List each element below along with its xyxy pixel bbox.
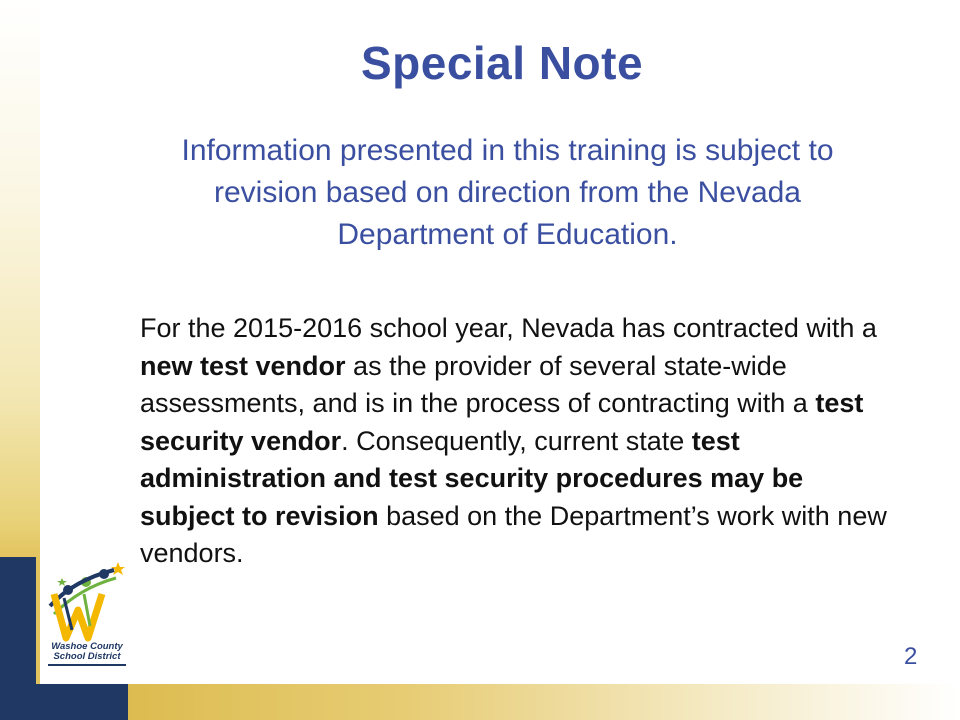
slide-number: 2 bbox=[904, 643, 918, 670]
logo-underline bbox=[48, 664, 126, 666]
bottom-gradient-band bbox=[36, 684, 960, 720]
bottom-navy-block bbox=[36, 684, 128, 720]
body-text-run: based on the Department’s work with new vendors. bbox=[140, 500, 887, 568]
logo-wordmark bbox=[44, 642, 130, 662]
logo-line-1: Washoe County bbox=[51, 641, 123, 652]
body-bold-run: new test vendor bbox=[140, 350, 346, 381]
washoe-county-logo bbox=[44, 560, 130, 672]
body-bold-run: test security vendor bbox=[140, 388, 864, 456]
left-navy-strip bbox=[0, 557, 36, 720]
body-text-run: For the 2015-2016 school year, Nevada has contracted with a bbox=[140, 313, 877, 343]
revision-notice: Information presented in this training is subject to revision based on direction from the Nevada Department of Education. bbox=[181, 134, 834, 251]
body-paragraph bbox=[140, 310, 900, 573]
body-text-run: as the provider of several state-wide assessments, and is in the process of contracting with a bbox=[140, 350, 816, 418]
logo-line-2: School District bbox=[53, 651, 121, 662]
district-logo-icon bbox=[44, 560, 130, 642]
body-text-run: . Consequently, current state bbox=[341, 425, 692, 456]
body-bold-run: test administration and test security procedures may be subject to revision bbox=[140, 425, 804, 531]
slide-title: Special Note bbox=[360, 37, 644, 89]
